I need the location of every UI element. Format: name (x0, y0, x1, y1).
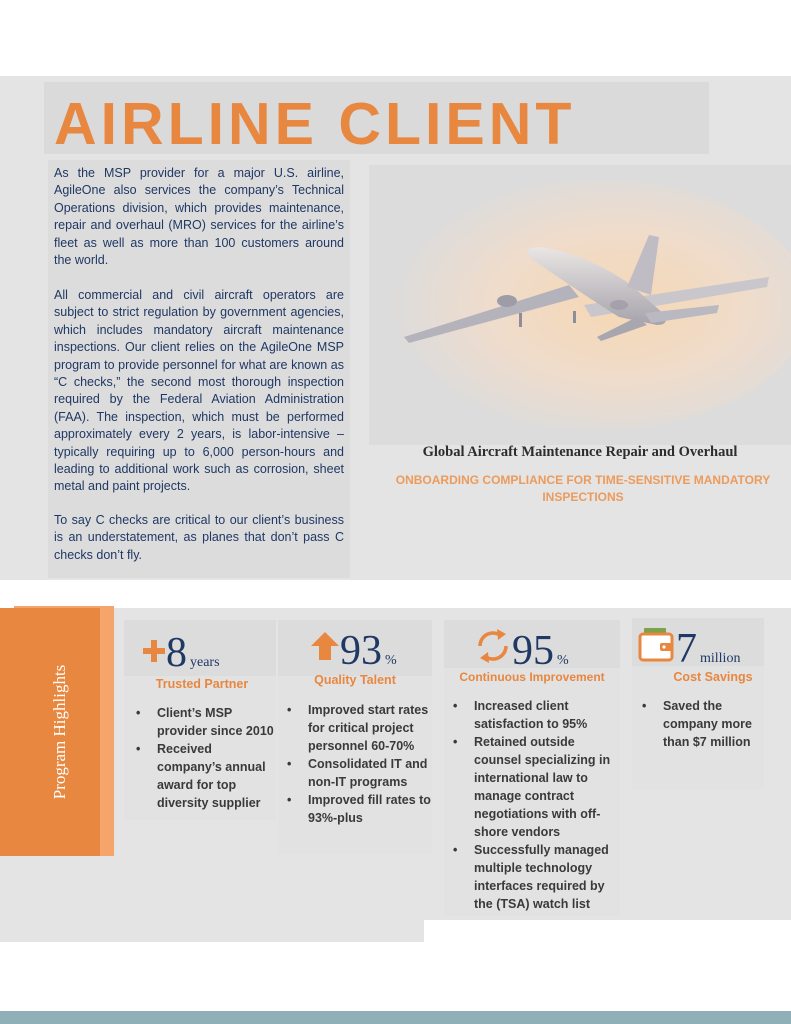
list-item: • Improved start rates for critical project personnel 60-70% (281, 701, 432, 755)
column-title-improvement: Continuous Improvement (459, 670, 605, 684)
paragraph-regulation: All commercial and civil aircraft operators are subject to strict regulation by government agencies, which includes mandatory aircraft maintenance inspections. Our client relies on the AgileOne MSP program to provide personnel for what are known as “C checks,” the second most thorough inspection required by the Federal Aviation Administration (FAA). The inspection, which must be performed approximately every 2 years, is labor-intensive – typically requiring up to 6,000 person-hours and leading to additional work such as corrosion, sheet metal and paint projects. (54, 288, 344, 494)
list-item: • Consolidated IT and non-IT programs (281, 755, 432, 791)
column-title-savings: Cost Savings (673, 670, 753, 684)
stat-savings (676, 628, 740, 670)
list-item: • Saved the company more than $7 million (636, 697, 764, 751)
bullet-list-improvement (447, 697, 617, 913)
highlights-tab-label: Program Highlights (50, 664, 69, 800)
list-item: • Retained outside counsel specializing in international law to manage contract negotiations with off-shore vendors (447, 733, 617, 841)
stat-improvement-unit: % (557, 653, 569, 668)
plus-icon (143, 640, 165, 662)
stat-savings-number: 7 (676, 626, 697, 672)
stat-improvement (512, 630, 569, 672)
stat-partner-number: 8 (166, 630, 187, 676)
list-item: • Successfully managed multiple technology interfaces required by the (TSA) watch list (447, 841, 617, 913)
list-item: • Improved fill rates to 93%-plus (281, 791, 432, 827)
photo-subcaption: ONBOARDING COMPLIANCE FOR TIME-SENSITIVE MANDATORY INSPECTIONS (395, 473, 771, 504)
column-title-partner: Trusted Partner (155, 677, 249, 691)
wallet-icon (638, 626, 674, 662)
stat-savings-unit: million (700, 651, 741, 666)
page-title: AIRLINE CLIENT (54, 91, 576, 157)
paragraph-intro: As the MSP provider for a major U.S. airline, AgileOne also services the company’s Technical Operations division, which provides maintenance, repair and overhaul (MRO) services for the airline’s fleet as well as more than 100 customers around the world. (54, 166, 344, 268)
stat-improvement-number: 95 (512, 628, 554, 674)
stat-partner-unit: years (190, 655, 220, 670)
footer-bar (0, 1011, 791, 1024)
bullet-list-savings (636, 697, 764, 751)
airplane-photo (369, 165, 791, 445)
list-item: • Increased client satisfaction to 95% (447, 697, 617, 733)
column-title-talent: Quality Talent (314, 673, 396, 687)
list-item: • Client’s MSP provider since 2010 (130, 704, 276, 740)
cycle-arrows-icon (476, 628, 510, 664)
stat-partner (166, 632, 220, 674)
bullet-list-talent (281, 701, 432, 827)
paragraph-conclusion: To say C checks are critical to our client’s business is an understatement, as planes that don’t pass C checks don’t fly. (54, 513, 344, 562)
photo-caption: Global Aircraft Maintenance Repair and Overhaul (422, 444, 738, 460)
stat-talent-number: 93 (340, 628, 382, 674)
bullet-list-partner (130, 704, 276, 812)
list-item: • Received company’s annual award for top diversity supplier (130, 740, 276, 812)
divider-strip (424, 920, 791, 944)
up-arrow-icon (311, 632, 339, 660)
stat-talent-unit: % (385, 653, 397, 668)
stat-talent (340, 630, 397, 672)
